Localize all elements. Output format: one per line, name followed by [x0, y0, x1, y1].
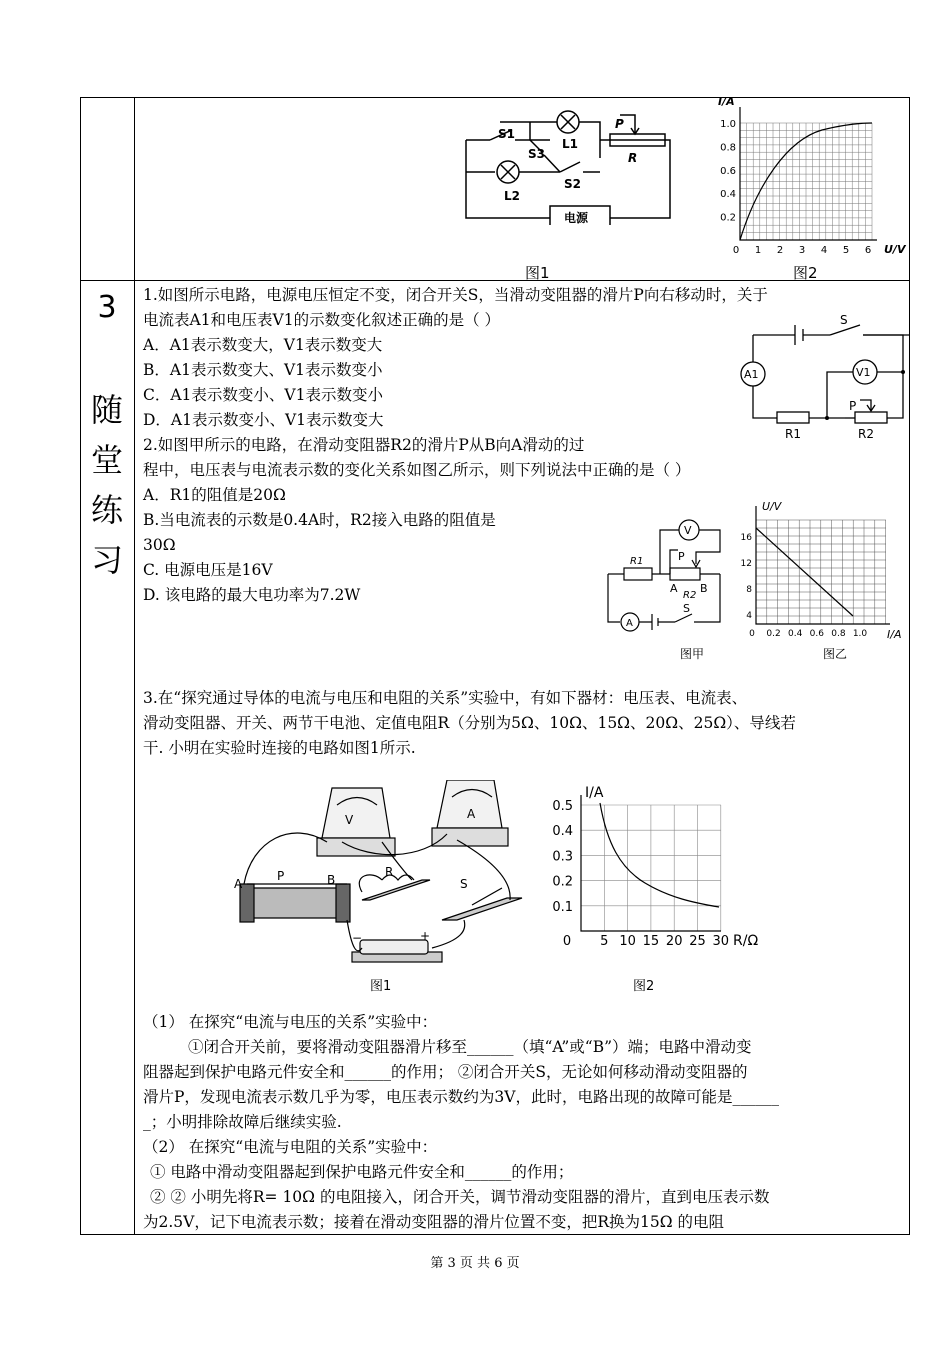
tick-label: 12: [740, 559, 752, 569]
tick-label: 4: [746, 611, 752, 621]
section-label-char: 练: [90, 491, 123, 529]
tick-label: 0: [732, 245, 740, 256]
section-label-char: 习: [90, 541, 123, 579]
tick-label: 0.4: [552, 824, 573, 840]
tick-label: 1: [754, 245, 762, 256]
tick-label: 0.6: [809, 629, 824, 639]
tick-label: 0.5: [552, 799, 573, 814]
q3-part2-line: ② ② 小明先将R= 10Ω 的电阻接入，闭合开关，调节滑动变阻器的滑片，直到电压表示数: [150, 1188, 770, 1206]
top-circuit-diagram: [460, 100, 680, 225]
circuit-label: S: [840, 313, 848, 327]
apparatus-label: +: [420, 929, 431, 943]
apparatus-label: B: [327, 873, 336, 887]
axis-label: I/A: [887, 628, 902, 641]
q3-apparatus-figure: [232, 780, 532, 970]
tick-label: 10: [619, 934, 636, 949]
q2-stem-line: 2.如图甲所示的电路，在滑动变阻器R2的滑片P从B向A滑动的过: [143, 436, 585, 454]
tick-label: 0: [562, 934, 572, 949]
q2-option: A．R1的阻值是20Ω: [143, 486, 286, 504]
apparatus-label: −: [352, 931, 363, 945]
apparatus-label: P: [277, 869, 285, 883]
circuit-label: V: [684, 524, 692, 537]
page-footer: 第 3 页 共 6 页: [430, 1256, 520, 1271]
circuit-label: A: [670, 582, 678, 595]
q3-part2-line: ① 电路中滑动变阻器起到保护电路元件安全和______的作用；: [150, 1163, 574, 1181]
q3-ir-graph: [545, 783, 775, 953]
tick-label: 15: [642, 934, 660, 949]
axis-label: I/A: [585, 785, 604, 801]
circuit-label: S2: [564, 177, 581, 191]
tick-label: 16: [740, 533, 752, 543]
tick-label: 1.0: [852, 629, 868, 639]
section-label-char: 随: [90, 391, 123, 429]
q2-circuit-jia: [600, 512, 735, 637]
q1-stem-line: 电流表A1和电压表V1的示数变化叙述正确的是（ ）: [143, 311, 501, 329]
apparatus-label: A: [467, 807, 476, 821]
tick-label: 0.6: [720, 165, 736, 177]
tick-label: 0.4: [720, 189, 736, 201]
q3-part1-line: 滑片P，发现电流表示数几乎为零，电压表示数约为3V，此时，电路出现的故障可能是______: [143, 1088, 779, 1106]
apparatus-label: R: [385, 865, 394, 879]
circuit-label: R1: [785, 427, 801, 441]
q1-option: D．A1表示数变小、V1表示数变大: [143, 411, 384, 429]
circuit-label: A: [626, 618, 633, 629]
q2-option: C. 电源电压是16V: [143, 561, 273, 579]
q2-stem-line: 程中，电压表与电流表示数的变化关系如图乙所示，则下列说法中正确的是（ ）: [143, 461, 691, 479]
q3-part2-line: 为2.5V，记下电流表示数；接着在滑动变阻器的滑片位置不变，把R换为15Ω 的电阻: [143, 1213, 725, 1231]
q1-stem-line: 1.如图所示电路，电源电压恒定不变，闭合开关S，当滑动变阻器的滑片P向右移动时，关于: [143, 286, 768, 304]
axis-label: I/A: [718, 95, 735, 108]
tick-label: 0.2: [552, 874, 573, 890]
tick-label: 0.8: [831, 629, 846, 639]
tick-label: 5: [600, 934, 609, 949]
circuit-label: P: [615, 117, 624, 131]
q3-stem-line: 滑动变阻器、开关、两节干电池、定值电阻R（分别为5Ω、10Ω、15Ω、20Ω、25Ω）、导线若: [143, 714, 796, 732]
circuit-label: V1: [856, 366, 871, 379]
q3-part1-line: ①闭合开关前，要将滑动变阻器滑片移至______（填“A”或“B”）端；电路中滑动变: [188, 1038, 752, 1056]
q2-jia-caption: 图甲: [680, 647, 705, 661]
circuit-label: L1: [562, 137, 578, 151]
tick-label: 0.8: [720, 142, 736, 154]
tick-label: 0.2: [766, 629, 781, 639]
circuit-label: R: [628, 151, 638, 165]
tick-label: 0.2: [720, 212, 736, 224]
q2-option: B.当电流表的示数是0.4A时，R2接入电路的阻值是: [143, 511, 496, 529]
table-column-divider: [134, 97, 135, 1235]
circuit-label: P: [678, 550, 685, 563]
circuit-label: A1: [744, 368, 759, 381]
tick-label: 0.4: [788, 629, 803, 639]
q3-part2-title: （2） 在探究“电流与电阻的关系”实验中：: [143, 1138, 438, 1156]
tick-label: 0.1: [552, 899, 573, 915]
circuit-label: S1: [498, 127, 515, 141]
tick-label: 0.3: [552, 849, 573, 865]
q3-stem-line: 3.在“探究通过导体的电流与电压和电阻的关系”实验中，有如下器材：电压表、电流表、: [143, 689, 748, 707]
circuit-label: R2: [858, 427, 874, 441]
circuit-label: L2: [504, 189, 520, 203]
tick-label: 20: [665, 934, 683, 949]
q1-circuit-diagram: [735, 310, 910, 445]
q1-option: A．A1表示数变大，V1表示数变大: [143, 336, 383, 354]
circuit-label: R2: [683, 590, 697, 601]
q2-ui-graph-yi: [740, 498, 910, 648]
q2-yi-caption: 图乙: [823, 647, 848, 661]
top-figure2-caption: 图2: [793, 264, 818, 282]
q3-part1-line: 阻器起到保护电路元件安全和______的作用； ②闭合开关S，无论如何移动滑动变阻器的: [143, 1063, 748, 1081]
circuit-label: P: [849, 399, 857, 413]
circuit-label: S3: [528, 147, 545, 161]
q3-stem-line: 干. 小明在实验时连接的电路如图1所示.: [143, 739, 416, 757]
q3-part1-title: （1） 在探究“电流与电压的关系”实验中：: [143, 1013, 438, 1031]
tick-label: 6: [864, 245, 872, 256]
apparatus-label: S: [460, 877, 468, 891]
top-iu-graph: [712, 95, 912, 260]
circuit-label: B: [700, 582, 708, 595]
circuit-label: R1: [630, 556, 644, 567]
top-figure1-caption: 图1: [525, 264, 550, 282]
q1-option: B．A1表示数变大、V1表示数变小: [143, 361, 383, 379]
q1-option: C．A1表示数变小、V1表示数变小: [143, 386, 383, 404]
tick-label: 1.0: [720, 119, 736, 130]
apparatus-label: V: [345, 813, 354, 827]
tick-label: 8: [746, 585, 752, 595]
axis-label: U/V: [884, 243, 906, 256]
tick-label: 2: [776, 245, 784, 256]
section-label-char: 堂: [90, 441, 123, 479]
axis-label: U/V: [762, 500, 782, 513]
table-row-divider: [80, 280, 910, 281]
circuit-label: S: [683, 602, 690, 615]
circuit-label: 电源: [564, 211, 589, 225]
apparatus-label: A: [234, 877, 243, 891]
tick-label: 4: [820, 245, 828, 256]
tick-label: 30: [712, 934, 730, 949]
tick-label: 0: [749, 629, 755, 639]
section-number: 3: [97, 290, 117, 325]
q3-figure1-caption: 图1: [370, 979, 392, 994]
axis-label: R/Ω: [733, 933, 759, 949]
q2-option: D. 该电路的最大电功率为7.2W: [143, 586, 361, 604]
q3-figure2-caption: 图2: [633, 979, 655, 994]
q2-option: 30Ω: [143, 536, 176, 554]
tick-label: 3: [798, 245, 806, 256]
tick-label: 5: [842, 245, 850, 256]
q3-part1-line: _；小明排除故障后继续实验.: [143, 1113, 342, 1131]
tick-label: 25: [689, 934, 706, 949]
